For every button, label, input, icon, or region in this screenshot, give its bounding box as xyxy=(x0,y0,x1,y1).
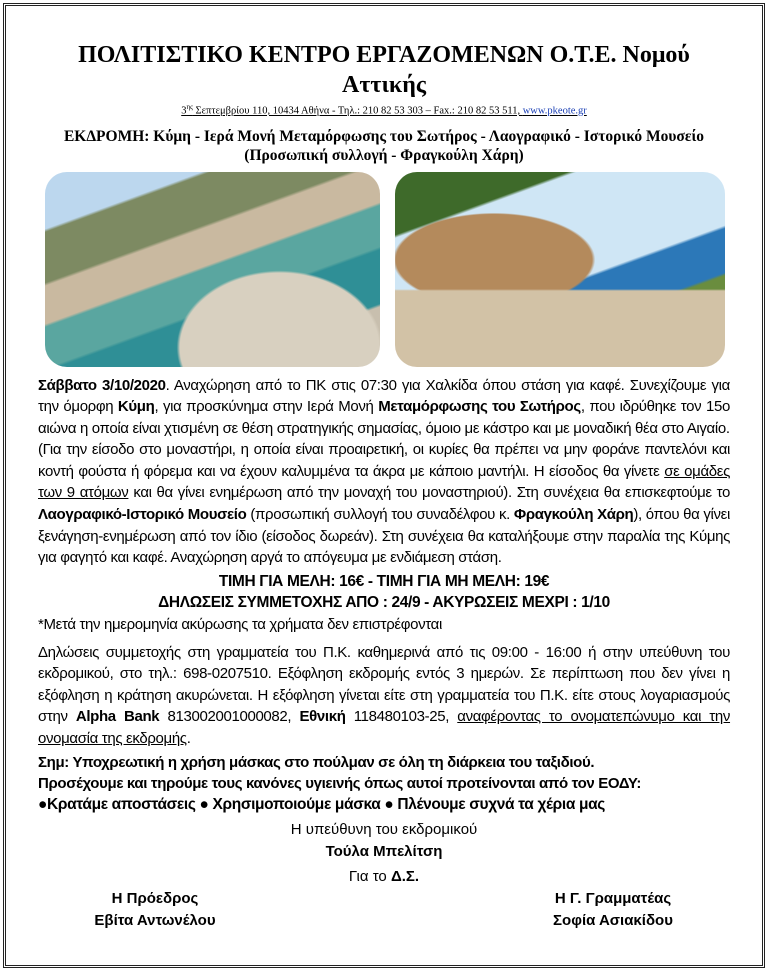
responsible-label: Η υπεύθυνη του εκδρομικού xyxy=(290,820,478,838)
kymi-bold: Κύμη xyxy=(117,398,155,416)
alpha-bank: Alpha Bank xyxy=(75,708,160,726)
secretary-signature xyxy=(518,888,708,932)
mask-note: Σημ: Υποχρεωτική η χρήση μάσκας στο πούλμαν σε όλη τη διάρκεια του ταξιδιού. xyxy=(38,753,595,771)
groups-underlined: σε ομάδες των 9 ατόμων xyxy=(38,462,730,502)
address-line xyxy=(38,100,730,119)
text: 813002001000082, xyxy=(159,708,300,726)
address-number: 3 xyxy=(181,105,187,117)
text: . xyxy=(186,730,191,747)
text: ), όπου θα γίνει ξενάγηση-ενημέρωση από τον ίδιο (είσοδος δωρεάν). Στη συνέχεια θα καταλήξουμε στην παραλία της Κύμης για φαγητό και καφέ. Αναχώρηση αργά το απόγευμα με ενδιάμεση στάση. xyxy=(38,506,730,567)
kymi-harbor-photo xyxy=(45,172,380,367)
organization-title: ΠΟΛΙΤΙΣΤΙΚΟ ΚΕΝΤΡΟ ΕΡΓΑΖΟΜΕΝΩΝ Ο.Τ.Ε. Νομού Αττικής xyxy=(78,42,690,98)
website-link[interactable]: www.pkeote.gr xyxy=(522,105,587,117)
text: . Αναχώρηση από το ΠΚ στις 07:30 για Χαλκίδα όπου στάση για καφέ. Συνεχίζουμε για την όμορφη xyxy=(38,376,730,416)
registration-dates: ΔΗΛΩΣΕΙΣ ΣΥΜΜΕΤΟΧΗΣ ΑΠΟ : 24/9 - ΑΚΥΡΩΣΕΙΣ ΜΕΧΡΙ : 1/10 xyxy=(158,594,610,612)
signature-row xyxy=(38,888,730,932)
text: και θα γίνει ενημέρωση από την μοναχή του μοναστηριού). Στη συνέχεια θα επισκεφτούμε το xyxy=(128,484,730,502)
ethniki-bank: Εθνική xyxy=(299,708,346,726)
for-label: Για το xyxy=(348,867,391,885)
photo-row xyxy=(38,172,730,367)
text: (προσωπική συλλογή του συναδέλφου κ. xyxy=(246,506,514,524)
address-sup: ης xyxy=(186,103,193,111)
text: (Για την είσοδο στο μοναστήρι, η οποία είναι προαιρετική, οι κυρίες θα πρέπει να μην φοράνε παντελόνι και κοντή φούστα ή φόρεμα και να έχουν καλυμμένα τα άκρα με κάποιο μαντήλι. Η είσοδος θα γίνετε xyxy=(38,441,730,480)
village-houses-photo xyxy=(395,172,725,367)
registration-paragraph xyxy=(38,642,730,750)
secretary-name: Σοφία Ασιακίδου xyxy=(553,911,673,929)
monastery-bold: Μεταμόρφωσης του Σωτήρος xyxy=(378,398,581,416)
hygiene-rules: ●Κρατάμε αποστάσεις ● Χρησιμοποιούμε μάσκα ● Πλένουμε συχνά τα χέρια μας xyxy=(38,795,606,813)
trip-title-line1: ΕΚΔΡΟΜΗ: Κύμη - Ιερά Μονή Μεταμόρφωσης του Σωτήρος - Λαογραφικό - Ιστορικό Μουσείο xyxy=(63,127,705,145)
museum-bold: Λαογραφικό-Ιστορικό Μουσείο xyxy=(38,506,247,524)
secretary-title: Η Γ. Γραμματέας xyxy=(554,889,672,907)
president-signature xyxy=(60,888,250,932)
prices: ΤΙΜΗ ΓΙΑ ΜΕΛΗ: 16€ - ΤΙΜΗ ΓΙΑ ΜΗ ΜΕΛΗ: 19€ xyxy=(218,572,550,590)
president-title: Η Πρόεδρος xyxy=(111,889,199,907)
collector-bold: Φραγκούλη Χάρη xyxy=(513,506,634,524)
text: , που ιδρύθηκε τον 15ο αιώνα η οποία είναι χτισμένη σε θέση στρατηγικής σημασίας, όμοιο με κάστρο και με μοναδική θέα στο Αιγαίο. xyxy=(38,398,730,437)
itinerary-paragraph xyxy=(38,375,730,569)
address-text: Σεπτεμβρίου 110, 10434 Αθήνα - Τηλ.: 210 82 53 303 – Fax.: 210 82 53 511, xyxy=(192,105,523,117)
refund-note: *Μετά την ημερομηνία ακύρωσης τα χρήματα δεν επιστρέφονται xyxy=(38,616,442,634)
text: , για προσκύνημα στην Ιερά Μονή xyxy=(154,398,379,416)
text: Δηλώσεις συμμετοχής στη γραμματεία του Π.Κ. καθημερινά από τις 09:00 - 16:00 ή στην υπεύθυνη του εκδρομικού, στο τηλ.: 698-0207510. Εξόφληση εκδρομής εντός 3 ημερών. Σε περίπτωση που δεν γίνει η εξόφληση η κράτηση ακυρώνεται. Η εξόφληση γίνεται είτε στη γραμματεία του Π.Κ. είτε στους λογαριασμούς στην xyxy=(38,643,730,726)
trip-title-line2: (Προσωπική συλλογή - Φραγκούλη Χάρη) xyxy=(244,146,524,164)
hygiene-note: Προσέχουμε και τηρούμε τους κανόνες υγιεινής όπως αυτοί προτείνονται από τον ΕΟΔΥ: xyxy=(38,774,642,792)
trip-title xyxy=(38,127,730,165)
trip-date: Σάββατο 3/10/2020 xyxy=(38,376,166,394)
board-label: Δ.Σ. xyxy=(390,867,420,885)
payment-note: αναφέροντας το ονοματεπώνυμο και την ονομασία της εκδρομής xyxy=(38,708,731,747)
health-notice xyxy=(38,752,730,815)
responsible-name: Τούλα Μπελίτση xyxy=(325,842,443,860)
text: 118480103-25, xyxy=(345,708,458,726)
president-name: Εβίτα Αντωνέλου xyxy=(94,911,216,929)
for-board xyxy=(38,866,730,888)
